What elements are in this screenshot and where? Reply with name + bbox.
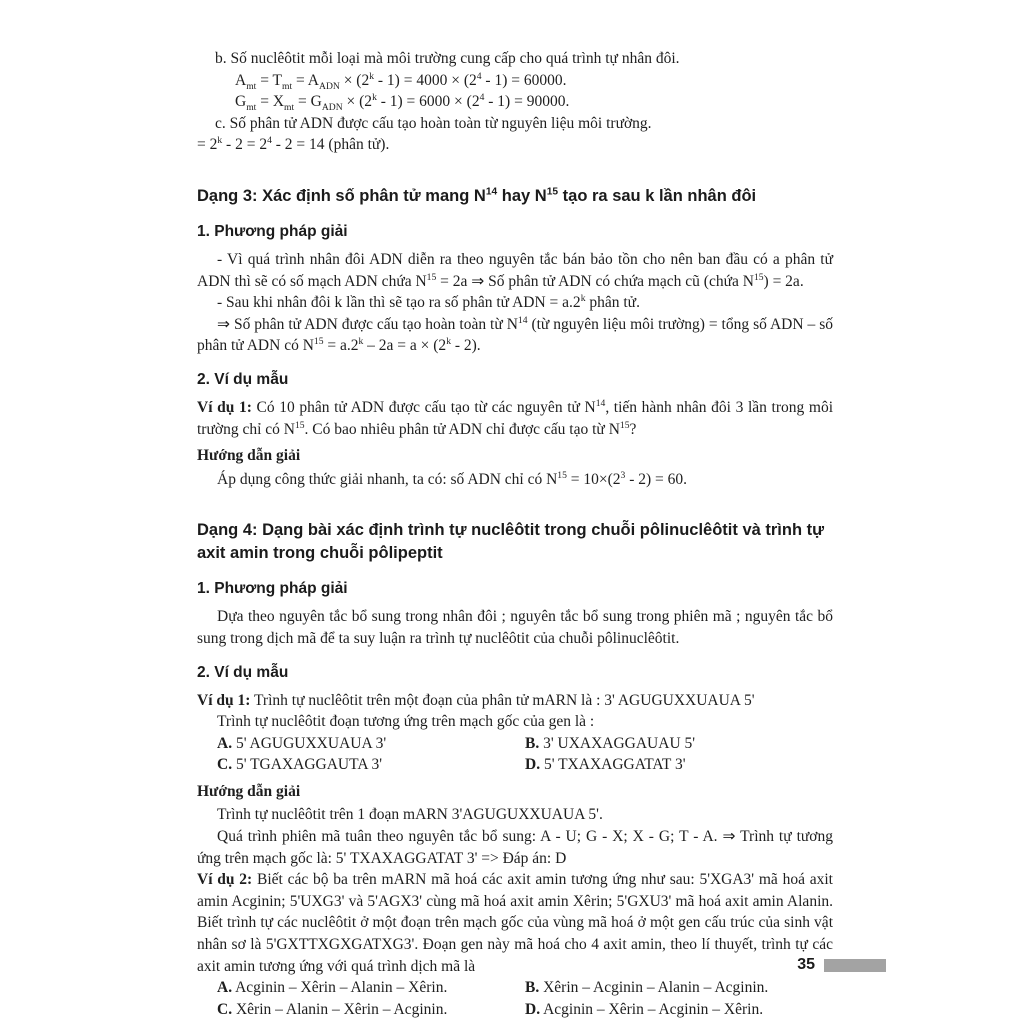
example-1-question: Trình tự nuclêôtit đoạn tương ứng trên mạch gốc của gen là : <box>217 713 595 731</box>
dang-3-heading: Dạng 3: Xác định số phân tử mang $N^{14}$ hay $N^{15}$ tạo ra sau k lần nhân đôi <box>197 186 757 205</box>
dang-3-method-paragraph-2: - Sau khi nhân đôi k lần thì sẽ tạo ra số phân tử ADN = $a.2^k$ phân tử. <box>217 293 640 312</box>
formula-g-mt: $G_{mt} = X_{mt} = G_{ADN} \times (2^k - 1) = 6000 \times (2^4 - 1) = 90000$. <box>235 92 570 114</box>
option-text: Acginin – Xêrin – Acginin – Xêrin. <box>543 1000 764 1018</box>
step-b-text: b. Số nuclêôtit mỗi loại mà môi trường cung cấp cho quá trình tự nhân đôi. <box>215 50 680 67</box>
dang-4-guide-line-2: Quá trình phiên mã tuân theo nguyên tắc bổ sung: A - U; G - X; X - G; T - A. ⇒ Trình tự tương ứng trên mạch gốc là: 5' TXAXAGGATAT 3' => Đáp án: D <box>197 828 833 867</box>
option-text: 3' UXAXAGGAUAU 5' <box>543 734 696 752</box>
dang-4-heading: Dạng 4: Dạng bài xác định trình tự nuclêôtit trong chuỗi pôlinuclêôtit và trình tự axit amin trong chuỗi pôlipeptit <box>197 521 825 563</box>
dang-4-guide-heading: Hướng dẫn giải <box>197 782 301 800</box>
section-dang-3 <box>197 185 833 490</box>
example-1-label: Ví dụ 1: <box>197 398 252 416</box>
option-text: 5' TXAXAGGATAT 3' <box>543 756 686 774</box>
dang-3-examples-heading: 2. Ví dụ mẫu <box>197 370 289 388</box>
dang-3-method-paragraph-3: ⇒ Số phân tử ADN được cấu tạo hoàn toàn từ $N^{14}$ (từ nguyên liệu môi trường) = tổng số ADN – số phân tử ADN có $N^{15} = a.2^k - 2a = a \times (2^k - 2)$. <box>197 314 834 355</box>
solution-steps-block <box>197 48 833 156</box>
dang-4-example-2 <box>197 869 833 977</box>
page-content <box>197 48 833 1020</box>
page-number-bar <box>824 959 886 972</box>
example-1-label: Ví dụ 1: <box>197 691 251 709</box>
option-letter: B. <box>525 979 540 997</box>
example-2-answer-options <box>197 977 833 1020</box>
page-footer <box>797 956 886 974</box>
dang-3-method-heading: 1. Phương pháp giải <box>197 222 348 240</box>
option-letter: C. <box>217 756 233 774</box>
dang-4-method-heading: 1. Phương pháp giải <box>197 580 348 598</box>
answer-option-b <box>525 733 833 755</box>
example-1-answer-options <box>197 733 833 776</box>
option-letter: A. <box>217 734 233 752</box>
option-text: Xêrin – Acginin – Alanin – Acginin. <box>543 979 769 997</box>
answer-option-c <box>217 999 525 1021</box>
step-c-text: c. Số phân tử ADN được cấu tạo hoàn toàn từ nguyên liệu môi trường. <box>215 114 652 132</box>
answer-option-d <box>525 754 833 776</box>
option-text: 5' AGUGUXXUAUA 3' <box>235 734 387 752</box>
dang-3-example-1 <box>197 397 833 440</box>
dang-3-guide-heading: Hướng dẫn giải <box>197 447 301 465</box>
option-text: Acginin – Xêrin – Alanin – Xêrin. <box>235 979 448 997</box>
dang-4-method-paragraph: Dựa theo nguyên tắc bổ sung trong nhân đôi ; nguyên tắc bổ sung trong phiên mã ; nguyên tắc bổ sung trong dịch mã để ta suy luận ra trình tự nuclêôtit của chuỗi pôlinuclêôtit. <box>197 608 833 647</box>
answer-option-d <box>525 999 833 1021</box>
option-letter: C. <box>217 1000 233 1018</box>
option-letter: A. <box>217 979 233 997</box>
dang-4-guide-line-1: Trình tự nuclêôtit trên 1 đoạn mARN 3'AGUGUXXUAUA 5'. <box>217 806 603 824</box>
option-text: Xêrin – Alanin – Xêrin – Acginin. <box>235 1000 448 1018</box>
example-1-text: Có 10 phân tử ADN được cấu tạo từ các nguyên tử $N^{14}$, tiến hành nhân đôi 3 lần trong môi trường chỉ có $N^{15}$. Có bao nhiêu phân tử ADN chỉ được cấu tạo từ $N^{15}$? <box>197 397 834 438</box>
example-1-text: Trình tự nuclêôtit trên một đoạn của phân tử mARN là : 3' AGUGUXXUAUA 5' <box>250 691 755 709</box>
dang-4-example-1 <box>197 690 833 712</box>
formula-a-mt: $A_{mt} = T_{mt} = A_{ADN} \times (2^k - 1) = 4000 \times (2^4 - 1) = 60000$. <box>235 70 567 92</box>
page-number: 35 <box>797 956 815 973</box>
answer-option-a <box>217 977 525 999</box>
option-letter: D. <box>525 756 541 774</box>
dang-4-examples-heading: 2. Ví dụ mẫu <box>197 663 289 681</box>
dang-3-guide-text: Áp dụng công thức giải nhanh, ta có: số ADN chỉ có $N^{15} = 10\times(2^3 - 2) = 60$. <box>217 469 688 488</box>
section-dang-4 <box>197 519 833 1020</box>
answer-option-a <box>217 733 525 755</box>
dang-3-method-paragraph-1: - Vì quá trình nhân đôi ADN diễn ra theo nguyên tắc bán bảo tồn cho nên ban đầu có a phân tử ADN thì sẽ có số mạch ADN chứa $N^{15} = 2a$ ⇒ Số phân tử ADN có chứa mạch cũ (chứa $N^{15}) = 2a$. <box>197 250 833 290</box>
option-letter: D. <box>525 1000 541 1018</box>
answer-option-b <box>525 977 833 999</box>
option-letter: B. <box>525 734 540 752</box>
option-text: 5' TGAXAGGAUTA 3' <box>235 756 383 774</box>
answer-option-c <box>217 754 525 776</box>
formula-result: = $2^k - 2 = 2^4 - 2 = 14$ (phân tử). <box>197 135 390 154</box>
example-2-text: Biết các bộ ba trên mARN mã hoá các axit amin tương ứng như sau: 5'XGA3' mã hoá axit amin Acginin; 5'UXG3' và 5'AGX3' cùng mã hoá axit amin Xêrin; 5'GXU3' mã hoá axit amin Alanin. Biết trình tự các nuclêôtit ở một đoạn trên mạch gốc của vùng mã hoá ở một gen cấu trúc của sinh vật nhân sơ là 5'GXTTXGXGATXG3'. Đoạn gen này mã hoá cho 4 axit amin, theo lí thuyết, trình tự các axit amin tương ứng với quá trình dịch mã là <box>197 871 833 975</box>
example-2-label: Ví dụ 2: <box>197 871 253 889</box>
